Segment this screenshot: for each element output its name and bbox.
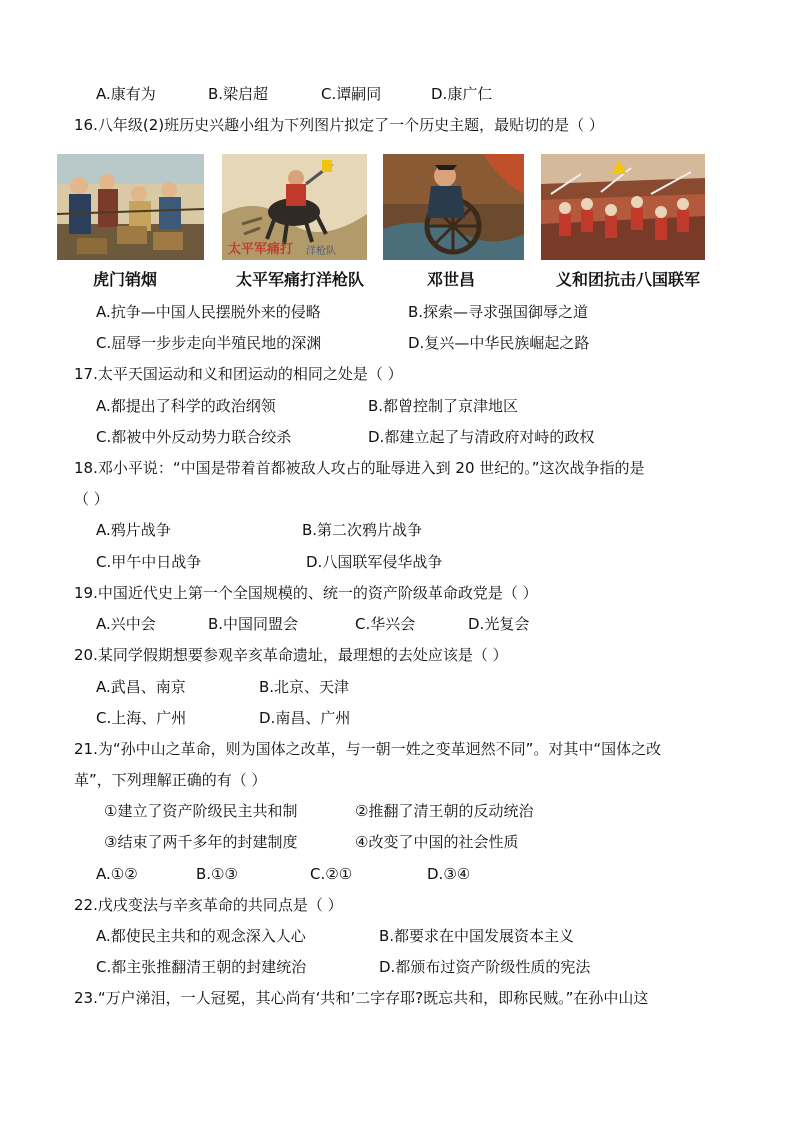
- q23-stem: 23.“万户涕泪，一人冠冕，其心尚有‘共和’二字存耶?既忘共和，即称民贼。”在孙中山这: [74, 989, 649, 1007]
- caption-opium-destruction: 虎门销烟: [93, 270, 158, 289]
- boxer-battle-image: [541, 154, 705, 260]
- q16-stem: 16.八年级(2)班历史兴趣小组为下列图片拟定了一个历史主题，最贴切的是（ ）: [74, 116, 604, 134]
- q17-option-b: B.都曾控制了京津地区: [368, 397, 519, 415]
- q18-stem-line1: 18.邓小平说：“中国是带着首都被敌人攻占的耻辱进入到 20 世纪的。”这次战争指的是: [74, 459, 645, 477]
- poster-title-text: 太平军痛打: [228, 242, 294, 257]
- q16-option-d: D.复兴—中华民族崛起之路: [408, 334, 590, 352]
- q22-option-d: D.都颁布过资产阶级性质的宪法: [379, 958, 591, 976]
- q21-option-b: B.①③: [196, 865, 238, 883]
- q16-option-a: A.抗争—中国人民摆脱外来的侵略: [96, 303, 321, 321]
- q22-option-b: B.都要求在中国发展资本主义: [379, 927, 575, 945]
- caption-taiping-army: 太平军痛打洋枪队: [236, 270, 365, 289]
- q21-option-c: C.②①: [310, 865, 353, 883]
- q20-option-a: A.武昌、南京: [96, 678, 186, 696]
- q21-option-d: D.③④: [427, 865, 471, 883]
- q17-option-c: C.都被中外反动势力联合绞杀: [96, 428, 292, 446]
- q16-option-c: C.屈辱一步步走向半殖民地的深渊: [96, 334, 322, 352]
- opium-destruction-painting-icon: [57, 154, 204, 260]
- q15-option-c: C.谭嗣同: [321, 85, 382, 103]
- q16-option-b: B.探索—寻求强国御辱之道: [408, 303, 589, 321]
- q19-stem: 19.中国近代史上第一个全国规模的、统一的资产阶级革命政党是（ ）: [74, 584, 538, 602]
- q20-stem: 20.某同学假期想要参观辛亥革命遗址，最理想的去处应该是（ ）: [74, 646, 508, 664]
- q21-stem-line1: 21.为“孙中山之革命，则为国体之改革，与一朝一姓之变革迥然不同”。对其中“国体之改: [74, 740, 662, 758]
- q17-option-a: A.都提出了科学的政治纲领: [96, 397, 276, 415]
- poster-subtitle-text: 洋枪队: [306, 246, 336, 257]
- q18-option-c: C.甲午中日战争: [96, 553, 202, 571]
- caption-boxer-battle: 义和团抗击八国联军: [556, 270, 701, 289]
- taiping-army-image: [222, 154, 367, 260]
- q19-option-d: D.光复会: [468, 615, 530, 633]
- caption-deng-shichang: 邓世昌: [427, 270, 476, 289]
- deng-shichang-painting-icon: [383, 154, 524, 260]
- q22-stem: 22.戊戌变法与辛亥革命的共同点是（ ）: [74, 896, 343, 914]
- q15-option-d: D.康广仁: [431, 85, 493, 103]
- q21-statement-3: ③结束了两千多年的封建制度: [104, 833, 298, 851]
- opium-destruction-image: [57, 154, 204, 260]
- q18-option-d: D.八国联军侵华战争: [306, 553, 443, 571]
- q15-option-a: A.康有为: [96, 85, 156, 103]
- q22-option-c: C.都主张推翻清王朝的封建统治: [96, 958, 307, 976]
- q21-statement-2: ②推翻了清王朝的反动统治: [355, 802, 534, 820]
- q18-option-a: A.鸦片战争: [96, 521, 171, 539]
- q20-option-b: B.北京、天津: [259, 678, 350, 696]
- q15-option-b: B.梁启超: [208, 85, 269, 103]
- q18-option-b: B.第二次鸦片战争: [302, 521, 423, 539]
- q17-option-d: D.都建立起了与清政府对峙的政权: [368, 428, 595, 446]
- q19-option-a: A.兴中会: [96, 615, 156, 633]
- q20-option-c: C.上海、广州: [96, 709, 187, 727]
- q21-stem-line2: 革”，下列理解正确的有（ ）: [74, 771, 267, 789]
- q22-option-a: A.都使民主共和的观念深入人心: [96, 927, 306, 945]
- q20-option-d: D.南昌、广州: [259, 709, 351, 727]
- q21-statement-4: ④改变了中国的社会性质: [355, 833, 519, 851]
- deng-shichang-image: [383, 154, 524, 260]
- q18-stem-line2: （ ）: [74, 490, 109, 508]
- q21-option-a: A.①②: [96, 865, 138, 883]
- q19-option-b: B.中国同盟会: [208, 615, 299, 633]
- q17-stem: 17.太平天国运动和义和团运动的相同之处是（ ）: [74, 365, 403, 383]
- boxer-battle-painting-icon: [541, 154, 705, 260]
- q21-statement-1: ①建立了资产阶级民主共和制: [104, 802, 298, 820]
- q19-option-c: C.华兴会: [355, 615, 416, 633]
